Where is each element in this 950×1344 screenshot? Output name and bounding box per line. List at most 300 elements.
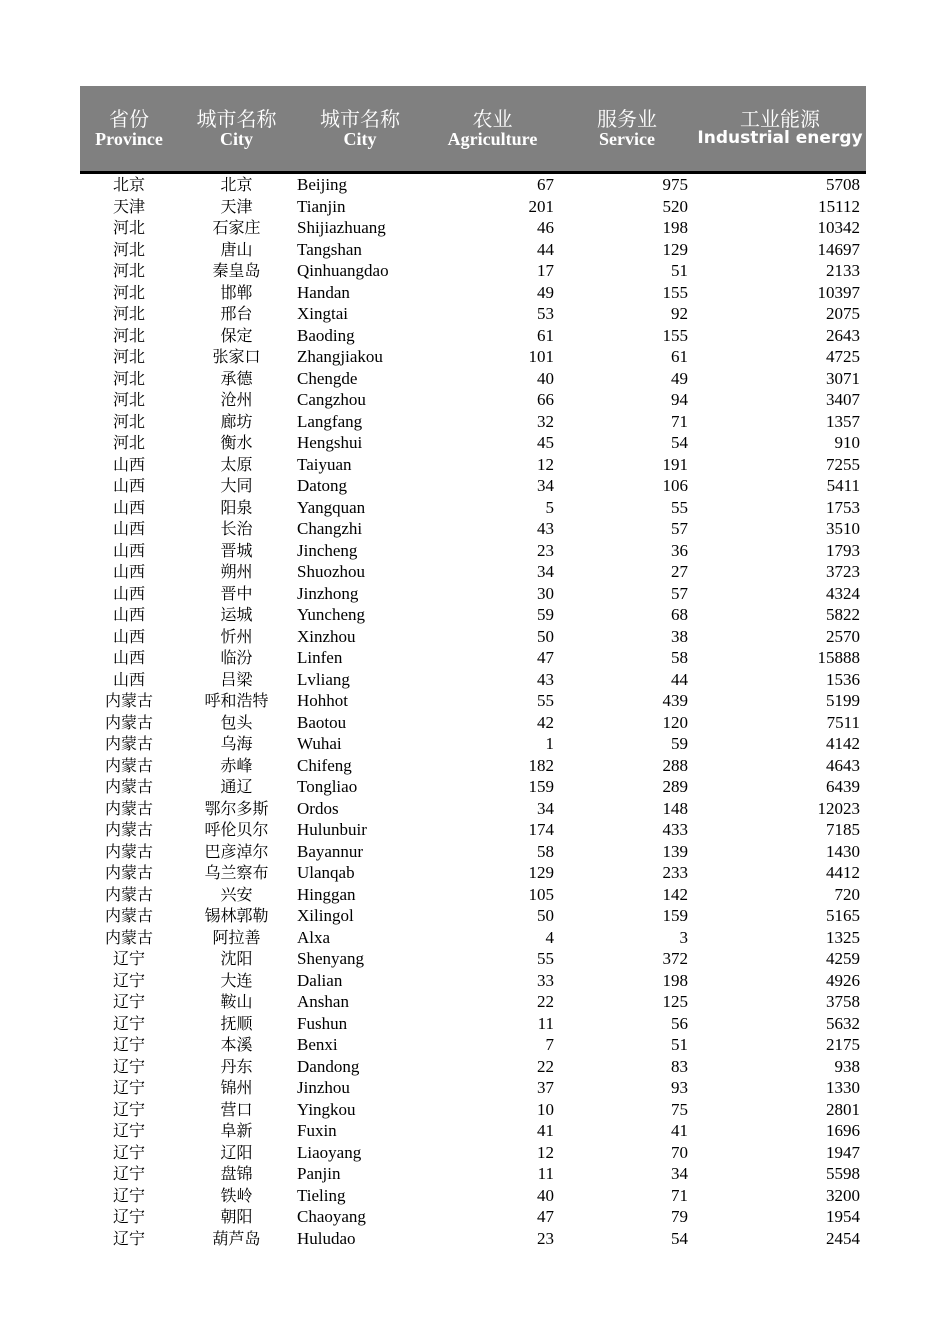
cell-province: 山西 xyxy=(112,669,145,689)
cell-service: 120 xyxy=(662,712,688,732)
table-row[interactable] xyxy=(80,755,866,777)
cell-city-cn: 大连 xyxy=(220,970,253,990)
table-row[interactable] xyxy=(80,819,866,841)
table-row[interactable] xyxy=(80,239,866,261)
cell-province: 辽宁 xyxy=(112,1207,145,1226)
cell-city-cn: 天津 xyxy=(220,196,253,216)
cell-city-en: Liaoyang xyxy=(297,1142,362,1162)
cell-industrial-energy: 1696 xyxy=(826,1121,860,1140)
cell-city-cn: 承德 xyxy=(220,368,253,388)
cell-city-en: Chifeng xyxy=(297,755,352,775)
cell-service: 288 xyxy=(662,755,688,775)
table-row[interactable] xyxy=(80,497,866,519)
cell-service: 233 xyxy=(662,863,688,882)
cell-service: 155 xyxy=(662,282,688,302)
cell-city-en: Shijiazhuang xyxy=(297,218,386,237)
cell-city-en: Wuhai xyxy=(297,734,342,753)
cell-city-cn: 朝阳 xyxy=(220,1207,253,1226)
cell-agriculture: 40 xyxy=(537,1185,554,1205)
cell-city-en: Jinzhou xyxy=(297,1078,350,1097)
table-row[interactable] xyxy=(80,368,866,390)
cell-service: 54 xyxy=(671,1228,688,1248)
cell-agriculture: 4 xyxy=(545,927,554,947)
cell-industrial-energy: 1430 xyxy=(826,841,860,861)
cell-city-cn: 呼伦贝尔 xyxy=(204,820,269,839)
cell-city-cn: 沧州 xyxy=(220,390,253,409)
header-city-en[interactable] xyxy=(295,86,425,171)
cell-service: 51 xyxy=(671,1035,688,1054)
cell-industrial-energy: 938 xyxy=(834,1056,860,1076)
cell-agriculture: 129 xyxy=(528,863,554,882)
cell-industrial-energy: 5632 xyxy=(826,1013,860,1033)
cell-city-cn: 本溪 xyxy=(220,1035,253,1054)
header-service[interactable] xyxy=(560,86,694,171)
table-row[interactable] xyxy=(80,927,866,949)
cell-city-cn: 阳泉 xyxy=(220,497,253,517)
cell-city-cn: 阿拉善 xyxy=(212,927,261,947)
cell-industrial-energy: 14697 xyxy=(817,239,860,259)
table-header xyxy=(80,86,866,174)
cell-city-cn: 保定 xyxy=(220,325,253,345)
cell-agriculture: 182 xyxy=(528,755,554,775)
cell-agriculture: 105 xyxy=(528,884,554,904)
cell-city-cn: 邢台 xyxy=(220,304,253,323)
cell-industrial-energy: 3200 xyxy=(826,1185,860,1205)
cell-city-cn: 呼和浩特 xyxy=(204,691,269,710)
cell-service: 49 xyxy=(671,368,688,388)
table-row[interactable] xyxy=(80,282,866,304)
cell-city-en: Huludao xyxy=(297,1228,356,1248)
cell-city-en: Dandong xyxy=(297,1056,360,1076)
cell-city-cn: 临汾 xyxy=(220,648,253,667)
cell-city-en: Zhangjiakou xyxy=(297,347,383,366)
table-row[interactable] xyxy=(80,991,866,1013)
cell-city-en: Bayannur xyxy=(297,841,364,861)
table-row[interactable] xyxy=(80,260,866,282)
cell-city-cn: 丹东 xyxy=(220,1056,253,1076)
table-row[interactable] xyxy=(80,217,866,239)
cell-agriculture: 11 xyxy=(537,1013,554,1033)
cell-service: 372 xyxy=(662,949,688,968)
cell-city-en: Baoding xyxy=(297,325,355,345)
cell-agriculture: 67 xyxy=(537,175,554,194)
cell-industrial-energy: 12023 xyxy=(817,798,860,818)
cell-agriculture: 201 xyxy=(528,196,554,216)
cell-city-cn: 沈阳 xyxy=(220,949,253,968)
cell-city-cn: 吕梁 xyxy=(220,669,253,689)
cell-industrial-energy: 1947 xyxy=(826,1142,860,1162)
table-row[interactable] xyxy=(80,1099,866,1121)
cell-city-en: Dalian xyxy=(297,970,343,990)
cell-city-cn: 阜新 xyxy=(220,1121,253,1140)
table-row[interactable] xyxy=(80,475,866,497)
cell-industrial-energy: 1330 xyxy=(826,1078,860,1097)
cell-service: 155 xyxy=(662,325,688,345)
cell-industrial-energy: 4725 xyxy=(826,347,860,366)
cell-service: 57 xyxy=(671,583,688,603)
table-row[interactable] xyxy=(80,1120,866,1142)
table-row[interactable] xyxy=(80,389,866,411)
cell-province: 山西 xyxy=(112,519,145,538)
cell-agriculture: 55 xyxy=(537,691,554,710)
cell-province: 辽宁 xyxy=(112,1142,145,1162)
cell-province: 河北 xyxy=(112,218,145,237)
cell-service: 139 xyxy=(662,841,688,861)
cell-province: 辽宁 xyxy=(112,1164,145,1183)
cell-service: 106 xyxy=(662,476,688,495)
cell-industrial-energy: 4412 xyxy=(826,863,860,882)
cell-city-en: Langfang xyxy=(297,411,363,431)
cell-agriculture: 46 xyxy=(537,218,554,237)
cell-industrial-energy: 5822 xyxy=(826,605,860,624)
table-row[interactable] xyxy=(80,1077,866,1099)
cell-province: 河北 xyxy=(112,368,145,388)
table-row[interactable] xyxy=(80,303,866,325)
cell-agriculture: 58 xyxy=(537,841,554,861)
cell-city-cn: 营口 xyxy=(220,1099,253,1119)
cell-agriculture: 10 xyxy=(537,1099,554,1119)
cell-industrial-energy: 15112 xyxy=(818,196,860,216)
table-row[interactable] xyxy=(80,626,866,648)
cell-service: 289 xyxy=(662,777,688,796)
cell-province: 北京 xyxy=(112,175,145,194)
table-row[interactable] xyxy=(80,1228,866,1250)
cell-industrial-energy: 4926 xyxy=(826,970,860,990)
cell-agriculture: 5 xyxy=(545,497,554,517)
cell-agriculture: 41 xyxy=(537,1121,554,1140)
cell-province: 河北 xyxy=(112,304,145,323)
table-row[interactable] xyxy=(80,1013,866,1035)
table-row[interactable] xyxy=(80,1206,866,1228)
header-city-en-label: City xyxy=(343,128,377,149)
header-agriculture-cn: 农业 xyxy=(472,106,513,131)
cell-city-en: Changzhi xyxy=(297,519,363,538)
cell-city-cn: 抚顺 xyxy=(220,1013,253,1033)
cell-province: 内蒙古 xyxy=(104,863,153,882)
cell-service: 38 xyxy=(671,626,688,646)
cell-city-en: Datong xyxy=(297,476,348,495)
cell-agriculture: 22 xyxy=(537,1056,554,1076)
cell-province: 辽宁 xyxy=(112,1185,145,1205)
cell-industrial-energy: 1753 xyxy=(826,497,860,517)
cell-city-en: Hengshui xyxy=(297,433,363,452)
cell-agriculture: 22 xyxy=(537,992,554,1011)
cell-city-cn: 包头 xyxy=(220,712,253,732)
cell-city-en: Shenyang xyxy=(297,949,365,968)
table-row[interactable] xyxy=(80,540,866,562)
cell-province: 山西 xyxy=(112,476,145,495)
cell-service: 433 xyxy=(662,820,688,839)
cell-province: 河北 xyxy=(112,239,145,259)
cell-city-cn: 锡林郭勒 xyxy=(204,906,269,925)
cell-service: 34 xyxy=(671,1164,688,1183)
cell-province: 山西 xyxy=(112,497,145,517)
cell-province: 辽宁 xyxy=(112,970,145,990)
cell-city-en: Fuxin xyxy=(297,1121,337,1140)
table-row[interactable] xyxy=(80,1142,866,1164)
cell-service: 198 xyxy=(662,218,688,237)
cell-city-cn: 锦州 xyxy=(220,1078,253,1097)
cell-city-cn: 辽阳 xyxy=(220,1142,253,1162)
cell-city-cn: 通辽 xyxy=(220,777,253,796)
table-row[interactable] xyxy=(80,561,866,583)
table-row[interactable] xyxy=(80,647,866,669)
cell-industrial-energy: 4142 xyxy=(826,734,860,753)
cell-city-cn: 兴安 xyxy=(220,884,253,904)
cell-service: 198 xyxy=(662,970,688,990)
cell-city-en: Ordos xyxy=(297,798,339,818)
cell-city-cn: 朔州 xyxy=(220,562,253,581)
table-row[interactable] xyxy=(80,776,866,798)
table-row[interactable] xyxy=(80,1163,866,1185)
cell-city-cn: 廊坊 xyxy=(220,411,253,431)
cell-city-en: Anshan xyxy=(297,992,349,1011)
cell-industrial-energy: 2643 xyxy=(826,325,860,345)
table-row[interactable] xyxy=(80,1185,866,1207)
cell-industrial-energy: 5165 xyxy=(826,906,860,925)
cell-city-cn: 铁岭 xyxy=(220,1185,253,1205)
cell-agriculture: 23 xyxy=(537,1228,554,1248)
cell-province: 河北 xyxy=(112,411,145,431)
cell-city-cn: 乌兰察布 xyxy=(204,863,269,882)
table-row[interactable] xyxy=(80,432,866,454)
cell-industrial-energy: 2454 xyxy=(826,1228,860,1248)
table-row[interactable] xyxy=(80,454,866,476)
header-province[interactable] xyxy=(80,86,178,171)
cell-city-en: Beijing xyxy=(297,175,348,194)
cell-agriculture: 45 xyxy=(537,433,554,452)
cell-city-cn: 鞍山 xyxy=(220,992,253,1011)
cell-agriculture: 17 xyxy=(537,261,554,280)
cell-service: 51 xyxy=(671,261,688,280)
cell-city-en: Tianjin xyxy=(297,196,346,216)
cell-city-en: Baotou xyxy=(297,712,347,732)
cell-agriculture: 34 xyxy=(537,562,554,581)
cell-service: 70 xyxy=(671,1142,688,1162)
cell-city-en: Hinggan xyxy=(297,884,356,904)
cell-province: 辽宁 xyxy=(112,1056,145,1076)
cell-agriculture: 47 xyxy=(537,648,554,667)
header-city-cn-en: City xyxy=(220,128,253,149)
cell-agriculture: 101 xyxy=(528,347,554,366)
cell-city-en: Ulanqab xyxy=(297,863,355,882)
cell-service: 125 xyxy=(662,992,688,1011)
cell-industrial-energy: 3758 xyxy=(826,992,860,1011)
cell-city-en: Cangzhou xyxy=(297,390,366,409)
cell-agriculture: 50 xyxy=(537,626,554,646)
cell-province: 内蒙古 xyxy=(104,927,153,947)
cell-agriculture: 66 xyxy=(537,390,554,409)
cell-service: 79 xyxy=(671,1207,688,1226)
table-row[interactable] xyxy=(80,411,866,433)
table-row[interactable] xyxy=(80,518,866,540)
cell-province: 内蒙古 xyxy=(104,820,153,839)
cell-city-en: Chaoyang xyxy=(297,1207,366,1226)
header-agriculture[interactable] xyxy=(425,86,560,171)
cell-province: 内蒙古 xyxy=(104,906,153,925)
cell-city-en: Yangquan xyxy=(297,497,366,517)
table-row[interactable] xyxy=(80,905,866,927)
cell-service: 520 xyxy=(662,196,688,216)
cell-service: 975 xyxy=(662,175,688,194)
cell-city-en: Jincheng xyxy=(297,540,358,560)
cell-city-cn: 运城 xyxy=(220,605,253,624)
cell-province: 辽宁 xyxy=(112,1035,145,1054)
cell-service: 55 xyxy=(671,497,688,517)
cell-province: 辽宁 xyxy=(112,1013,145,1033)
cell-province: 河北 xyxy=(112,390,145,409)
cell-city-cn: 忻州 xyxy=(220,626,253,646)
cell-service: 83 xyxy=(671,1056,688,1076)
cell-city-cn: 大同 xyxy=(220,476,253,495)
cell-city-cn: 盘锦 xyxy=(220,1164,253,1183)
cell-agriculture: 49 xyxy=(537,282,554,302)
cell-industrial-energy: 1357 xyxy=(826,411,860,431)
table-row[interactable] xyxy=(80,174,866,196)
table-row[interactable] xyxy=(80,970,866,992)
cell-agriculture: 33 xyxy=(537,970,554,990)
cell-province: 河北 xyxy=(112,433,145,452)
cell-city-en: Tieling xyxy=(297,1185,346,1205)
table-row[interactable] xyxy=(80,346,866,368)
cell-industrial-energy: 5199 xyxy=(826,691,860,710)
cell-city-en: Tangshan xyxy=(297,239,362,259)
cell-province: 天津 xyxy=(112,196,145,216)
cell-industrial-energy: 2570 xyxy=(826,626,860,646)
cell-industrial-energy: 2801 xyxy=(826,1099,860,1119)
cell-agriculture: 47 xyxy=(537,1207,554,1226)
cell-city-en: Hohhot xyxy=(297,691,348,710)
header-agriculture-en: Agriculture xyxy=(447,128,538,149)
cell-city-en: Yuncheng xyxy=(297,605,365,624)
cell-agriculture: 55 xyxy=(537,949,554,968)
cell-industrial-energy: 1536 xyxy=(826,669,860,689)
table-row[interactable] xyxy=(80,733,866,755)
cell-industrial-energy: 4259 xyxy=(826,949,860,968)
cell-industrial-energy: 720 xyxy=(834,884,860,904)
cell-service: 93 xyxy=(671,1078,688,1097)
cell-city-cn: 鄂尔多斯 xyxy=(204,798,269,818)
table-row[interactable] xyxy=(80,948,866,970)
cell-city-cn: 赤峰 xyxy=(220,755,253,775)
cell-agriculture: 53 xyxy=(537,304,554,323)
cell-city-cn: 石家庄 xyxy=(212,218,261,237)
table-row[interactable] xyxy=(80,798,866,820)
header-province-cn: 省份 xyxy=(109,106,149,131)
cell-industrial-energy: 7185 xyxy=(826,820,860,839)
cell-agriculture: 37 xyxy=(537,1078,554,1097)
cell-city-en: Lvliang xyxy=(297,669,350,689)
table-row[interactable] xyxy=(80,1056,866,1078)
header-city-cn[interactable] xyxy=(178,86,295,171)
cell-city-cn: 长治 xyxy=(220,519,253,538)
cell-city-en: Hulunbuir xyxy=(297,820,367,839)
cell-city-en: Handan xyxy=(297,282,350,302)
cell-service: 56 xyxy=(671,1013,688,1033)
cell-agriculture: 40 xyxy=(537,368,554,388)
cell-agriculture: 34 xyxy=(537,476,554,495)
cell-service: 71 xyxy=(671,1185,688,1205)
cell-agriculture: 50 xyxy=(537,906,554,925)
cell-province: 辽宁 xyxy=(112,1099,145,1119)
cell-industrial-energy: 3071 xyxy=(826,368,860,388)
header-industrial-energy[interactable] xyxy=(694,86,866,171)
cell-city-en: Taiyuan xyxy=(297,454,352,474)
cell-city-cn: 巴彦淖尔 xyxy=(204,841,269,861)
header-city-en-cn: 城市名称 xyxy=(320,106,400,131)
cell-service: 57 xyxy=(671,519,688,538)
table-row[interactable] xyxy=(80,690,866,712)
table-row[interactable] xyxy=(80,669,866,691)
header-province-en: Province xyxy=(95,128,163,149)
cell-city-en: Jinzhong xyxy=(297,583,359,603)
cell-agriculture: 61 xyxy=(537,325,554,345)
cell-agriculture: 43 xyxy=(537,519,554,538)
cell-industrial-energy: 1954 xyxy=(826,1207,860,1226)
cell-province: 山西 xyxy=(112,605,145,624)
table-row[interactable] xyxy=(80,583,866,605)
cell-city-en: Qinhuangdao xyxy=(297,261,389,280)
cell-province: 辽宁 xyxy=(112,949,145,968)
cell-service: 71 xyxy=(671,411,688,431)
cell-province: 内蒙古 xyxy=(104,734,153,753)
table-row[interactable] xyxy=(80,862,866,884)
cell-agriculture: 30 xyxy=(537,583,554,603)
cell-city-cn: 太原 xyxy=(220,454,253,474)
cell-agriculture: 1 xyxy=(545,734,554,753)
cell-service: 61 xyxy=(671,347,688,366)
cell-city-en: Panjin xyxy=(297,1164,341,1183)
cell-agriculture: 32 xyxy=(537,411,554,431)
cell-city-en: Fushun xyxy=(297,1013,348,1033)
table-row[interactable] xyxy=(80,841,866,863)
cell-industrial-energy: 910 xyxy=(834,433,860,452)
header-city-cn-label: 城市名称 xyxy=(196,106,277,131)
cell-agriculture: 12 xyxy=(537,1142,554,1162)
cell-service: 439 xyxy=(662,691,688,710)
cell-service: 191 xyxy=(662,454,688,474)
cell-city-cn: 乌海 xyxy=(220,734,253,753)
cell-city-en: Linfen xyxy=(297,648,343,667)
cell-city-en: Xingtai xyxy=(297,304,348,323)
table-row[interactable] xyxy=(80,604,866,626)
cell-service: 41 xyxy=(671,1121,688,1140)
cell-city-en: Chengde xyxy=(297,368,358,388)
table-row[interactable] xyxy=(80,325,866,347)
cell-province: 山西 xyxy=(112,626,145,646)
cell-agriculture: 12 xyxy=(537,454,554,474)
cell-agriculture: 7 xyxy=(545,1035,554,1054)
cell-city-cn: 秦皇岛 xyxy=(212,261,261,280)
cell-service: 92 xyxy=(671,304,688,323)
cell-province: 辽宁 xyxy=(112,992,145,1011)
cell-province: 内蒙古 xyxy=(104,798,153,818)
data-table xyxy=(80,86,866,1249)
table-row[interactable] xyxy=(80,196,866,218)
table-row[interactable] xyxy=(80,1034,866,1056)
cell-province: 内蒙古 xyxy=(104,755,153,775)
cell-province: 山西 xyxy=(112,648,145,667)
table-row[interactable] xyxy=(80,712,866,734)
cell-service: 159 xyxy=(662,906,688,925)
cell-industrial-energy: 3723 xyxy=(826,562,860,581)
header-industrial-energy-cn: 工业能源 xyxy=(740,107,820,132)
cell-province: 河北 xyxy=(112,282,145,302)
cell-agriculture: 34 xyxy=(537,798,554,818)
cell-industrial-energy: 4643 xyxy=(826,755,860,775)
cell-city-en: Xilingol xyxy=(297,906,354,925)
table-row[interactable] xyxy=(80,884,866,906)
